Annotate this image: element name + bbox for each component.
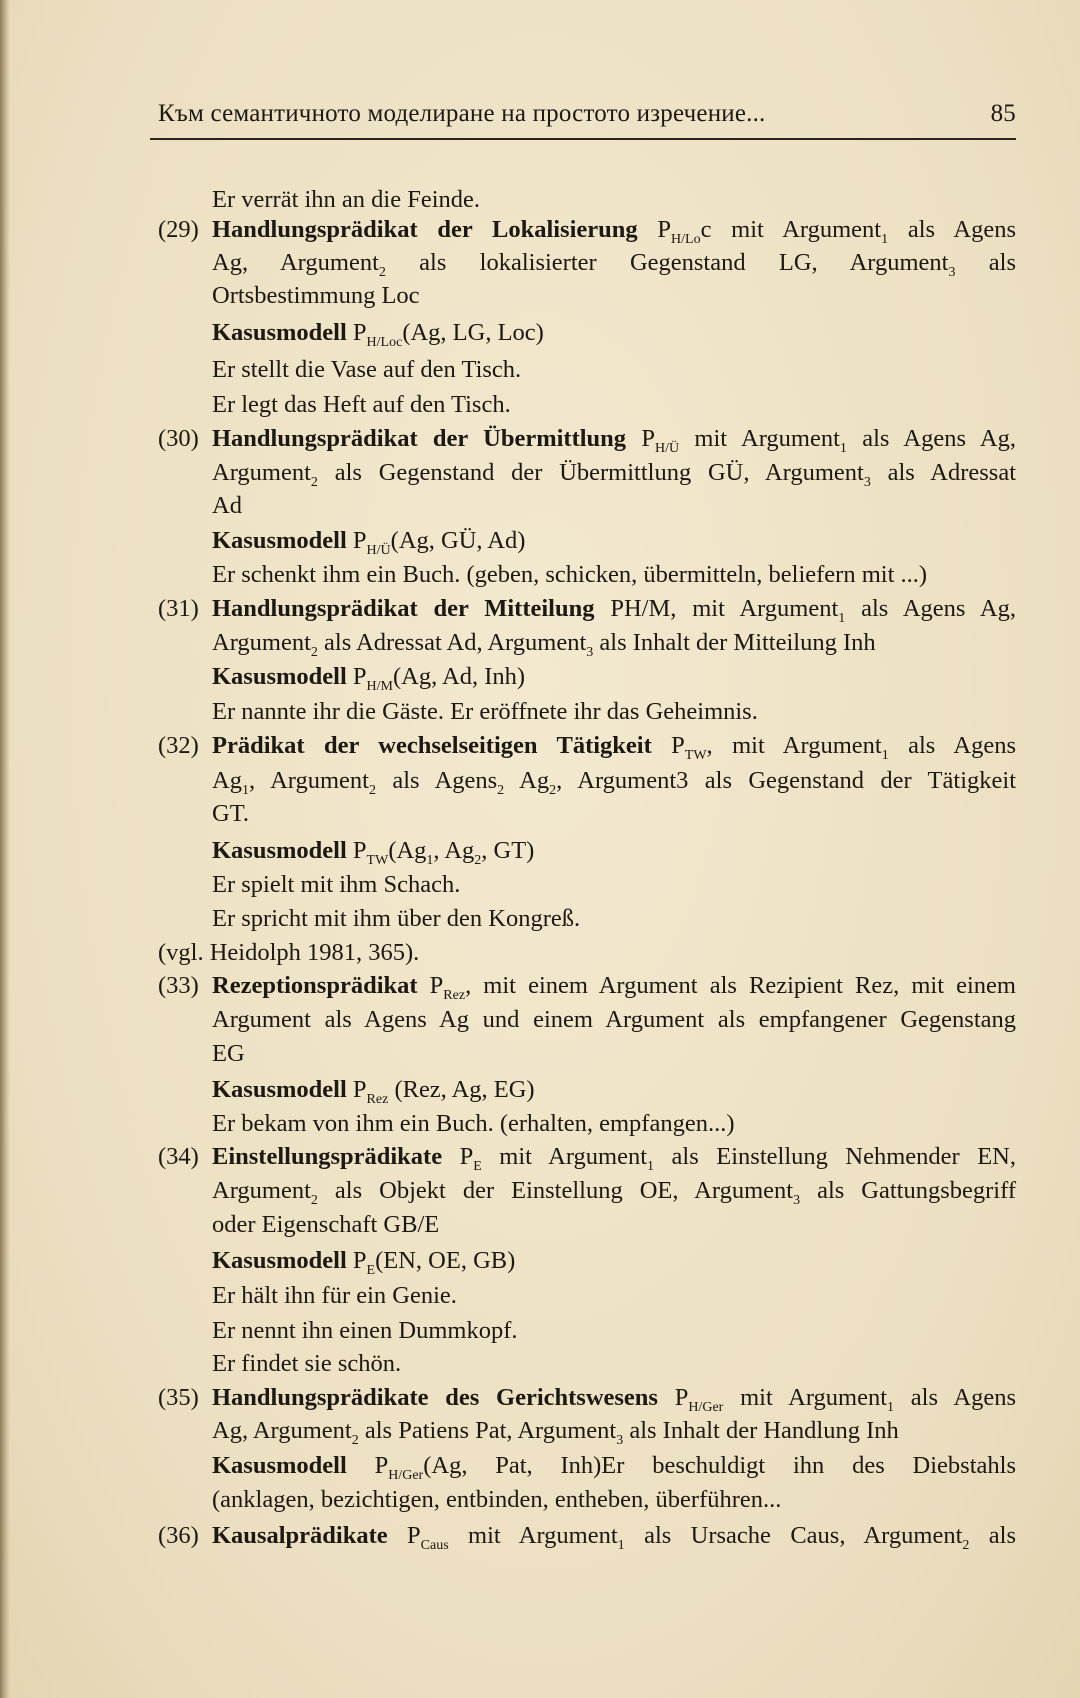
case-model [212,1451,1016,1481]
text: (Rez, Ag, EG) [388,1076,535,1103]
text: Argument [212,459,311,486]
subscript: H/Loc [366,335,403,350]
case-model [212,526,1016,556]
definition-line [212,766,1016,796]
text: als Agens [375,767,498,794]
text: als Gegenstand der Übermittlung GÜ, Argument [317,459,864,486]
text: , Ag [433,837,475,864]
subscript: H/M [366,679,393,694]
text: mit Argument [481,1143,648,1170]
definition-line: EG [212,1040,245,1067]
symbol: P [442,1143,474,1170]
text: , GT) [481,837,535,864]
symbol: P [417,972,444,999]
subscript: 3 [793,1193,801,1208]
subscript: Caus [420,1538,449,1553]
example-sentence: Er findet sie schön. [212,1350,402,1377]
example-sentence: Er bekam von ihm ein Buch. (erhalten, empfangen...) [212,1110,735,1137]
symbol: P [651,732,685,759]
subscript: H/Ü [654,441,680,456]
text: Ag [504,767,550,794]
definition-line: Ortsbestimmung Loc [212,282,420,309]
text: mit Argument [679,425,840,452]
example-sentence: Er nannte ihr die Gäste. Er eröffnete ihr das Geheimnis. [212,698,758,725]
text: Argument [212,1177,311,1204]
definition-line [212,424,1016,454]
subscript: 1 [647,1159,655,1174]
example-sentence: Er spricht mit ihm über den Kongreß. [212,905,581,932]
term: Handlungsprädikat der Übermittlung [212,425,627,452]
citation: (vgl. Heidolph 1981, 365). [158,939,420,966]
definition-line [212,731,1016,761]
text: als Agens Ag, [845,595,1016,622]
text: c mit Argument [700,216,882,243]
definition-line [212,1416,1016,1446]
symbol: P [626,425,655,452]
case-model [212,1246,1016,1276]
text: als Agens [894,1384,1016,1411]
text: (Ag, GÜ, Ad) [390,527,526,554]
item-number: (35) [158,1384,199,1411]
symbol: P [657,216,672,243]
subscript: 1 [839,441,847,456]
example-sentence: Er nennt ihn einen Dummkopf. [212,1317,518,1344]
example-sentence: Er verrät ihn an die Feinde. [212,186,481,213]
definition-line: Argument als Agens Ag und einem Argument als empfangener Gegenstang [212,1006,1016,1033]
subscript: 2 [474,853,482,868]
subscript: 2 [351,1433,359,1448]
symbol: P [346,1076,367,1103]
subscript: 2 [368,783,376,798]
item-number: (32) [158,732,199,759]
text: , mit einem Argument als Rezipient Rez, mit einem [465,972,1016,999]
text: als [955,249,1016,276]
symbol: P [346,319,367,346]
case-model [212,662,1016,692]
running-title: Към семантичното моделиране на простото изречение... [158,100,766,127]
page-number: 85 [990,100,1016,127]
case-model-label: Kasusmodell [212,663,347,690]
item-number: (31) [158,595,199,622]
case-model-label: Kasusmodell [212,1076,347,1103]
definition-line [212,628,1016,658]
text: mit Argument [723,1384,888,1411]
definition-line [212,1176,1016,1206]
term: Prädikat der wechselseitigen Tätigkeit [212,732,652,759]
term: Einstellungsprädikate [212,1143,443,1170]
item-number: (33) [158,972,199,999]
subscript: H/Ü [366,543,391,558]
term: Kausalprädikate [212,1522,388,1549]
header-rule [150,138,1016,140]
example-sentence: Er schenkt ihm ein Buch. (geben, schicken, übermitteln, beliefern mit ...) [212,561,928,588]
text: als Agens [888,732,1016,759]
text: als Gattungsbegriff [800,1177,1016,1204]
symbol: P [346,1247,367,1274]
subscript: 1 [426,853,434,868]
definition-line [212,1383,1016,1413]
case-model [212,836,1016,866]
definition-line: Ad [212,492,242,519]
text: Ag, Argument [212,1417,352,1444]
subscript: 2 [497,783,505,798]
text: als Inhalt der Mitteilung Inh [593,629,876,656]
text: als Agens Ag, [846,425,1016,452]
case-model [212,318,1016,348]
subscript: H/Ger [688,1400,724,1415]
subscript: 2 [549,783,557,798]
subscript: 1 [881,748,889,763]
subscript: 3 [616,1433,624,1448]
text: (EN, OE, GB) [375,1247,516,1274]
item-number: (36) [158,1522,199,1549]
text: , mit Argument [706,732,882,759]
case-model-label: Kasusmodell [212,1247,347,1274]
case-model [212,1075,1016,1105]
subscript: 3 [863,475,871,490]
text: (Ag [388,837,427,864]
case-model-label: Kasusmodell [212,319,347,346]
definition-line [212,458,1016,488]
item-number: (34) [158,1143,199,1170]
subscript: Rez [443,988,466,1003]
text: (Ag, Pat, Inh)Er beschuldigt ihn des Diebstahls [423,1452,1016,1479]
text: als Adressat [870,459,1016,486]
subscript: TW [366,853,389,868]
definition-line [212,215,1016,245]
term: Handlungsprädikat der Mitteilung [212,595,595,622]
subscript: 1 [887,1400,895,1415]
subscript: 2 [310,645,318,660]
text: als lokalisierter Gegenstand LG, Argument [385,249,949,276]
subscript: 1 [241,783,249,798]
text: als Objekt der Einstellung OE, Argument [317,1177,794,1204]
subscript: H/Lo [671,232,701,247]
text: als Inhalt der Handlung Inh [623,1417,899,1444]
definition-line [212,1142,1016,1172]
text: mit Argument [448,1522,618,1549]
term: Handlungsprädikate des Gerichtswesens [212,1384,658,1411]
example-sentence: Er spielt mit ihm Schach. [212,871,461,898]
subscript: 2 [310,475,318,490]
subscript: H/Ger [388,1468,424,1483]
case-model-label: Kasusmodell [212,527,347,554]
definition-line: oder Eigenschaft GB/E [212,1211,440,1238]
subscript: 2 [962,1538,970,1553]
page-binding-edge [0,0,10,1698]
text: PH/M, mit Argument [594,595,839,622]
case-model-label: Kasusmodell [212,837,347,864]
definition-line [212,248,1016,278]
term: Handlungsprädikat der Lokalisierung [212,216,638,243]
text: , Argument [248,767,369,794]
definition-line [212,971,1016,1001]
running-header [158,100,1016,136]
definition-line [212,594,1016,624]
text: als Agens [888,216,1017,243]
text: als Patiens Pat, Argument [358,1417,617,1444]
subscript: 2 [310,1193,318,1208]
subscript: 3 [586,645,594,660]
example-sentence: Er legt das Heft auf den Tisch. [212,391,511,418]
text: als Ursache Caus, Argument [624,1522,963,1549]
subscript: 1 [838,611,846,626]
item-number: (29) [158,216,199,243]
symbol: P [346,837,367,864]
text: (Ag, LG, Loc) [402,319,544,346]
text: Ag [212,767,242,794]
example-sentence: (anklagen, bezichtigen, entbinden, entheben, überführen... [212,1486,782,1513]
subscript: 3 [948,265,956,280]
symbol: P [346,1452,389,1479]
definition-line [212,1521,1016,1551]
symbol: P [387,1522,421,1549]
example-sentence: Er stellt die Vase auf den Tisch. [212,356,522,383]
symbol: P [657,1384,689,1411]
text: , Argument3 als Gegenstand der Tätigkeit [556,767,1016,794]
subscript: E [473,1159,482,1174]
symbol: P [346,663,367,690]
definition-line: GT. [212,800,249,827]
example-sentence: Er hält ihn für ein Genie. [212,1282,457,1309]
item-number: (30) [158,425,199,452]
text: (Ag, Ad, Inh) [393,663,526,690]
subscript: 1 [881,232,889,247]
term: Rezeptionsprädikat [212,972,418,999]
text: Ag, Argument [212,249,379,276]
text: als Einstellung Nehmender EN, [654,1143,1016,1170]
text: als Adressat Ad, Argument [317,629,587,656]
subscript: 2 [378,265,386,280]
subscript: TW [684,748,707,763]
subscript: 1 [617,1538,625,1553]
text: als [969,1522,1016,1549]
symbol: P [346,527,367,554]
subscript: Rez [366,1092,389,1107]
subscript: E [366,1263,376,1278]
text: Argument [212,629,311,656]
case-model-label: Kasusmodell [212,1452,347,1479]
